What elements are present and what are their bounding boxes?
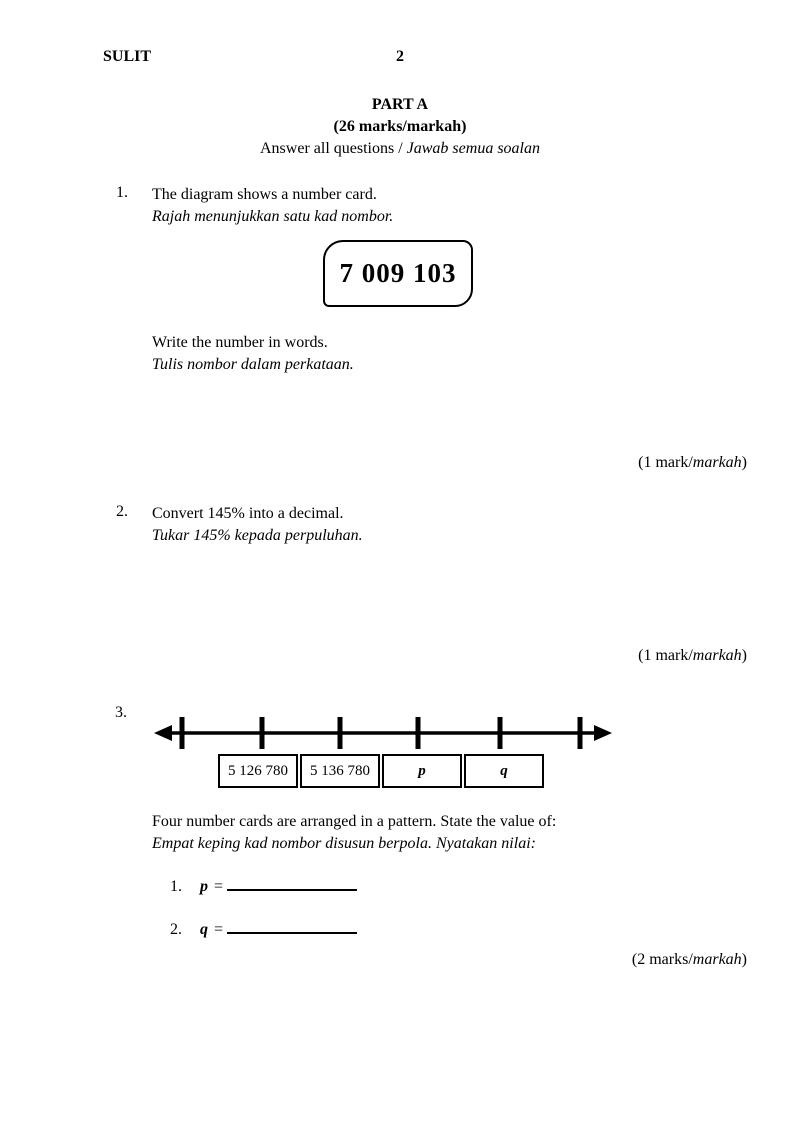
number-card-box-p: p — [382, 754, 462, 788]
q1-prompt-ms: Rajah menunjukkan satu kad nombor. — [152, 208, 394, 225]
number-cards-row — [218, 754, 544, 788]
q1-number: 1. — [116, 184, 128, 201]
answer-row-p — [170, 876, 357, 896]
numberline-right-arrow-icon — [594, 725, 612, 741]
header-page-number: 2 — [396, 48, 404, 65]
q2-prompt-ms: Tukar 145% kepada perpuluhan. — [152, 527, 363, 544]
answer-index: 1. — [170, 878, 182, 895]
number-line — [152, 711, 614, 755]
number-card-value: 7 009 103 — [339, 258, 457, 288]
q1-task-en: Write the number in words. — [152, 334, 328, 351]
q2-marks-post: ) — [741, 647, 747, 664]
q1-marks-italic: markah — [692, 454, 742, 471]
q2-number: 2. — [116, 503, 128, 520]
q2-prompt-en: Convert 145% into a decimal. — [152, 505, 344, 522]
number-card — [323, 240, 473, 307]
q2-marks-italic: markah — [692, 647, 742, 664]
q1-marks — [638, 454, 747, 472]
q3-prompt-en: Four number cards are arranged in a pattern. State the value of: — [152, 813, 557, 830]
part-instruction-ms: Jawab semua soalan — [406, 140, 540, 157]
q3-marks-pre: (2 marks/ — [631, 951, 693, 968]
part-marks: (26 marks/markah) — [333, 118, 467, 135]
q1-prompt — [152, 184, 393, 228]
q2-marks-pre: (1 mark/ — [638, 647, 693, 664]
answer-blank-p — [227, 876, 357, 891]
q3-marks — [632, 951, 747, 969]
answer-variable-p: p — [200, 878, 208, 895]
answer-row-q — [170, 919, 357, 939]
q1-task — [152, 332, 354, 376]
number-card-box: 5 126 780 — [218, 754, 298, 788]
q1-prompt-en: The diagram shows a number card. — [152, 186, 377, 203]
q3-prompt-ms: Empat keping kad nombor disusun berpola. Nyatakan nilai: — [152, 835, 536, 852]
header-sulit: SULIT — [103, 48, 152, 65]
q1-marks-post: ) — [741, 454, 747, 471]
q2-marks — [638, 647, 747, 665]
part-instruction — [0, 140, 800, 158]
q3-prompt — [152, 811, 556, 855]
answer-blank-q — [227, 919, 357, 934]
equals-sign: = — [214, 921, 224, 938]
q1-marks-pre: (1 mark/ — [638, 454, 693, 471]
answer-variable-q: q — [200, 921, 208, 938]
q1-task-ms: Tulis nombor dalam perkataan. — [152, 356, 354, 373]
q3-marks-italic: markah — [692, 951, 742, 968]
numberline-left-arrow-icon — [154, 725, 172, 741]
q2-prompt — [152, 503, 363, 547]
part-instruction-en: Answer all questions / — [260, 140, 407, 157]
number-card-box-q: q — [464, 754, 544, 788]
q3-marks-post: ) — [741, 951, 747, 968]
part-title: PART A — [371, 96, 429, 113]
equals-sign: = — [214, 878, 224, 895]
number-card-box: 5 136 780 — [300, 754, 380, 788]
q3-number: 3. — [115, 704, 127, 721]
answer-index: 2. — [170, 921, 182, 938]
